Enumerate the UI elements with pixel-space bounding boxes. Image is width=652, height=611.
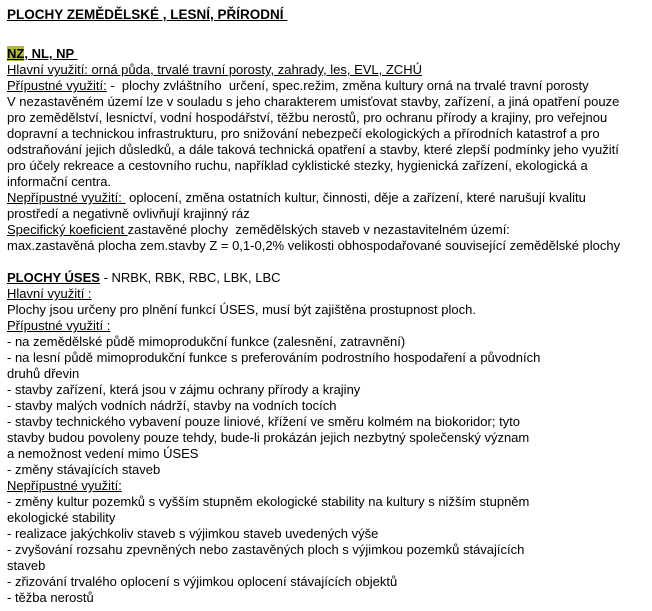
- nz-permitted-paragraph-line: V nezastavěném území lze v souladu s jeho charakterem umisťovat stavby, zařízení, a jiná opatření pouze: [7, 94, 620, 109]
- uses-heading: [7, 270, 646, 286]
- nz-impermissible-text: oplocení, změna ostatních kultur, činnosti, děje a zařízení, které narušují kvalitu: [125, 190, 586, 205]
- uses-permitted-line: druhů dřevin: [7, 366, 80, 381]
- uses-impermissible-label: Nepřípustné využití:: [7, 478, 122, 493]
- uses-impermissible-label-line: [7, 478, 646, 494]
- uses-permitted-line: stavby budou povoleny pouze tehdy, bude-li prokázán jejich nezbytný společenský význam: [7, 430, 530, 445]
- uses-heading-title: PLOCHY ÚSES: [7, 270, 100, 285]
- nz-code-highlighted: NZ: [7, 46, 25, 61]
- uses-impermissible-line: - zvyšování rozsahu zpevněných nebo zastavěných ploch s výjimkou pozemků stávajících: [7, 542, 525, 557]
- nz-permitted-use-text: - plochy zvláštního určení, spec.režim, změna kultury orná na trvalé travní porosty: [106, 78, 589, 93]
- nz-codes-rest: , NL, NP: [24, 46, 78, 61]
- nz-permitted-use-line: [7, 78, 646, 94]
- uses-impermissible-line: - změny kultur pozemků s vyšším stupněm ekologické stability na kultury s nižším stupněm: [7, 494, 530, 509]
- uses-main-use-label: Hlavní využití :: [7, 286, 92, 301]
- nz-specific-coefficient-text: zastavěné plochy zemědělských staveb v nezastavitelném území:: [127, 222, 510, 237]
- uses-main-use-label-line: [7, 286, 646, 302]
- uses-impermissible-line: - těžba nerostů: [7, 590, 94, 605]
- nz-permitted-paragraph-line: pro zemědělství, lesnictví, vodní hospodářství, těžbu nerostů, pro ochranu přírody a krajiny, pro veřejnou: [7, 110, 608, 125]
- uses-permitted-line: - stavby technického vybavení pouze liniové, křížení ve směru kolmém na biokoridor; tyto: [7, 414, 521, 429]
- uses-impermissible-line: staveb: [7, 558, 46, 573]
- nz-impermissible-line: [7, 190, 646, 206]
- uses-permitted-line: - na lesní půdě mimoprodukční funkce s preferováním podrostního hospodaření a původních: [7, 350, 541, 365]
- uses-permitted-line: - stavby zařízení, která jsou v zájmu ochrany přírody a krajiny: [7, 382, 361, 397]
- nz-permitted-use-label: Přípustné využití:: [7, 78, 107, 93]
- uses-permitted-label: Přípustné využití :: [7, 318, 111, 333]
- nz-specific-coefficient-label: Specifický koeficient: [7, 222, 128, 237]
- uses-permitted-line: a nemožnost vedení mimo ÚSES: [7, 446, 199, 461]
- section-spacer: [7, 254, 646, 270]
- nz-permitted-paragraph-line: dopravní a technickou infrastrukturu, pro snižování nebezpečí ekologických a přírodních katastrof a pro: [7, 126, 600, 141]
- uses-permitted-label-line: [7, 318, 646, 334]
- document-title: [7, 7, 646, 23]
- nz-main-use-line: [7, 62, 646, 78]
- nz-permitted-paragraph-line: informační centra.: [7, 174, 112, 189]
- nz-impermissible-label: Nepřípustné využití:: [7, 190, 126, 205]
- nz-specific-coefficient-line: [7, 222, 646, 238]
- uses-main-use-text: Plochy jsou určeny pro plnění funkcí ÚSES, musí být zajištěna prostupnost ploch.: [7, 302, 476, 317]
- nz-np-heading: [7, 46, 646, 62]
- uses-impermissible-line: - realizace jakýchkoliv staveb s výjimkou staveb uvedených výše: [7, 526, 379, 541]
- uses-permitted-line: - na zemědělské půdě mimoprodukční funkce (zalesnění, zatravnění): [7, 334, 406, 349]
- nz-permitted-paragraph-line: odstraňování jejich důsledků, a dále taková technická opatření a stavby, které zlepší podmínky jeho využití: [7, 142, 619, 157]
- uses-heading-codes: - NRBK, RBK, RBC, LBK, LBC: [99, 270, 281, 285]
- uses-permitted-line: - změny stávajících staveb: [7, 462, 161, 477]
- nz-main-use-text: Hlavní využití: orná půda, trvalé travní porosty, zahrady, les, EVL, ZCHÚ: [7, 62, 422, 77]
- uses-permitted-line: - stavby malých vodních nádrží, stavby na vodních tocích: [7, 398, 337, 413]
- nz-impermissible-line2: prostředí a negativně ovlivňují krajinný ráz: [7, 206, 250, 221]
- nz-permitted-paragraph-line: pro účely rekreace a cestovního ruchu, například cyklistické stezky, hygienická zařízení, ekologická a: [7, 158, 588, 173]
- uses-impermissible-line: ekologické stability: [7, 510, 116, 525]
- uses-impermissible-line: - zřizování trvalého oplocení s výjimkou oplocení stávajících objektů: [7, 574, 398, 589]
- document-title-text: PLOCHY ZEMĚDĚLSKÉ , LESNÍ, PŘÍRODNÍ: [7, 7, 288, 22]
- nz-specific-coefficient-line2: max.zastavěná plocha zem.stavby Z = 0,1-0,2% velikosti obhospodařované související zemědělské plochy: [7, 238, 621, 253]
